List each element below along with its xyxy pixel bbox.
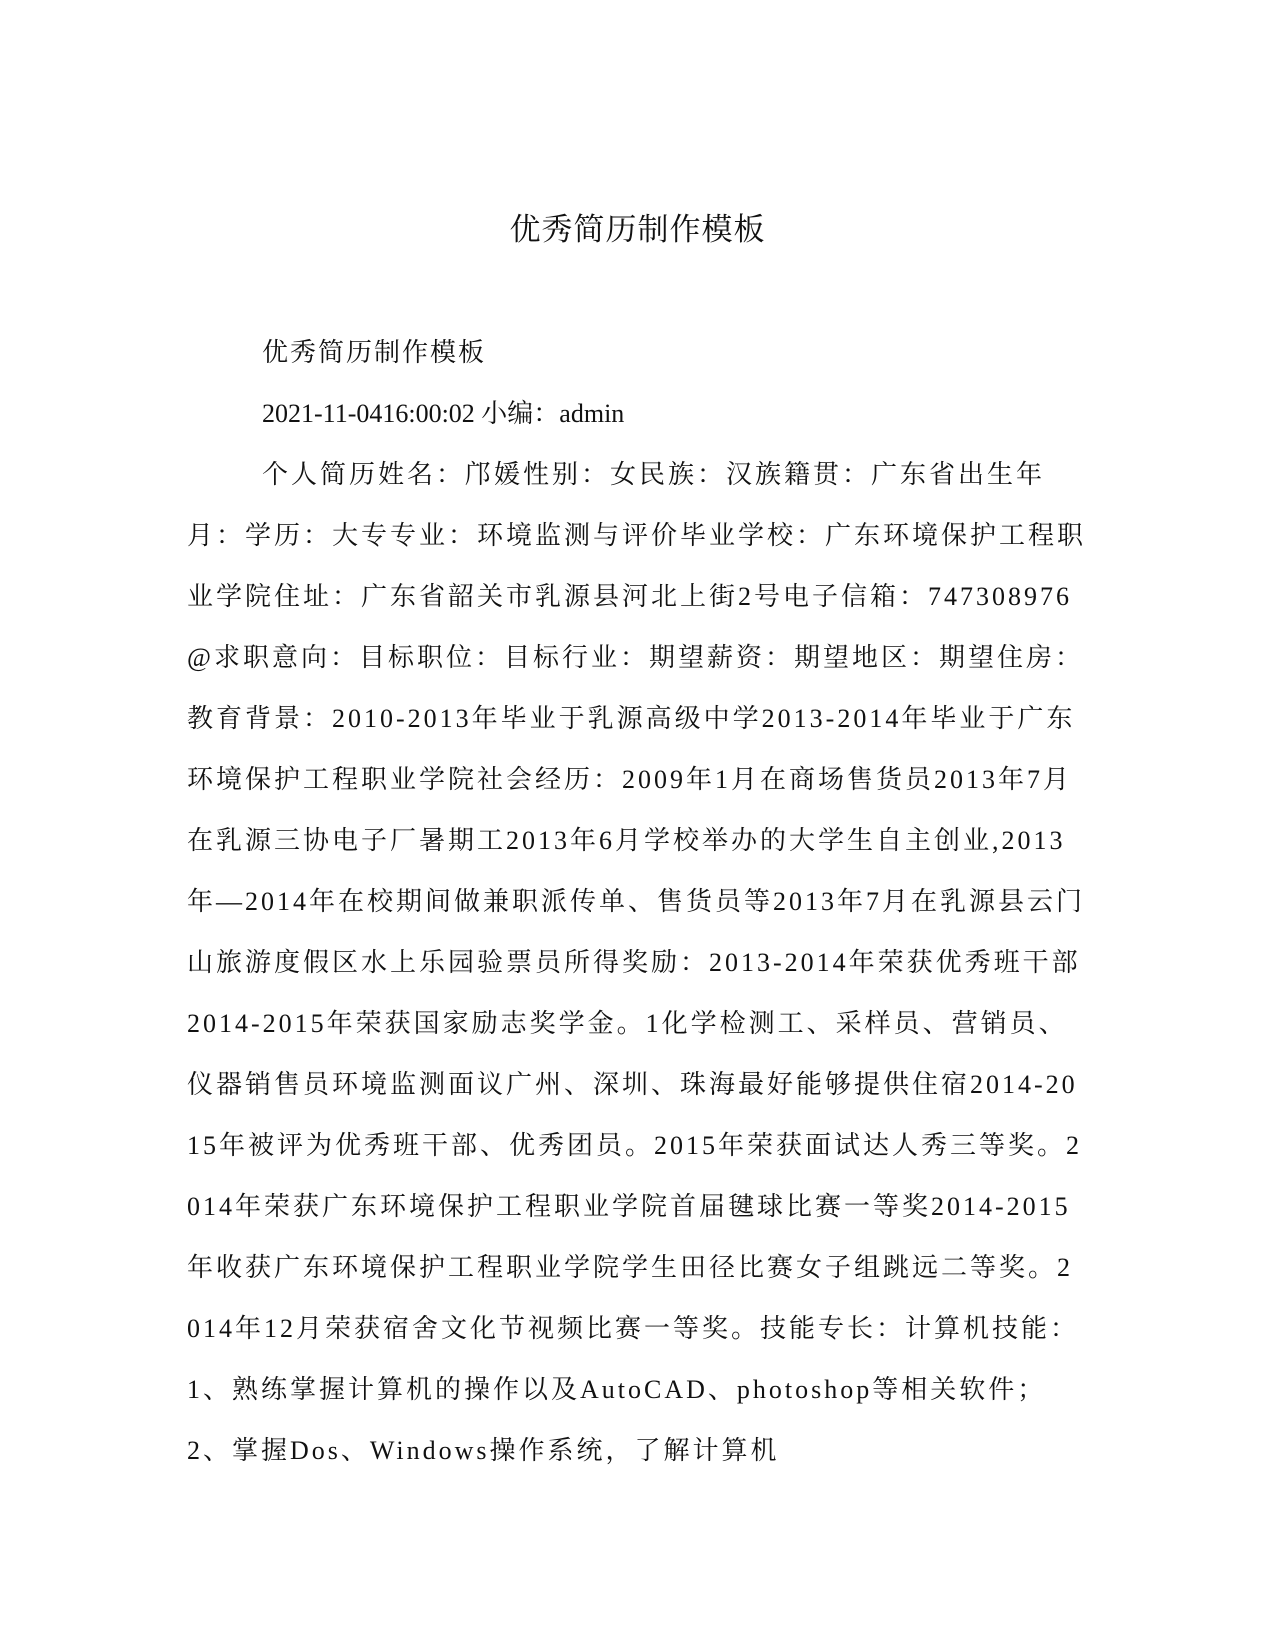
document-subtitle: 优秀简历制作模板 (262, 338, 487, 367)
post-meta-line: 2021-11-0416:00:02 小编：admin (262, 399, 625, 428)
document-title: 优秀简历制作模板 (509, 212, 766, 248)
resume-body-paragraph: 个人简历姓名：邝媛性别：女民族：汉族籍贯：广东省出生年月：学历：大专专业：环境监测与评价毕业学校：广东环境保护工程职业学院住址：广东省韶关市乳源县河北上街2号电子信箱：747308976@求职意向：目标职位：目标行业：期望薪资：期望地区：期望住房：教育背景：2010-2013年毕业于乳源高级中学2013-2014年毕业于广东环境保护工程职业学院社会经历：2009年1月在商场售货员2013年7月在乳源三协电子厂暑期工2013年6月学校举办的大学生自主创业,2013年—2014年在校期间做兼职派传单、售货员等2013年7月在乳源县云门山旅游度假区水上乐园验票员所得奖励：2013-2014年荣获优秀班干部2014-2015年荣获国家励志奖学金。1化学检测工、采样员、营销员、仪器销售员环境监测面议广州、深圳、珠海最好能够提供住宿2014-2015年被评为优秀班干部、优秀团员。2015年荣获面试达人秀三等奖。2014年荣获广东环境保护工程职业学院首届毽球比赛一等奖2014-2015年收获广东环境保护工程职业学院学生田径比赛女子组跳远二等奖。2014年12月荣获宿舍文化节视频比赛一等奖。技能专长：计算机技能：1、熟练掌握计算机的操作以及AutoCAD、photoshop等相关软件；2、掌握Dos、Windows操作系统，了解计算机 (187, 460, 1087, 1465)
